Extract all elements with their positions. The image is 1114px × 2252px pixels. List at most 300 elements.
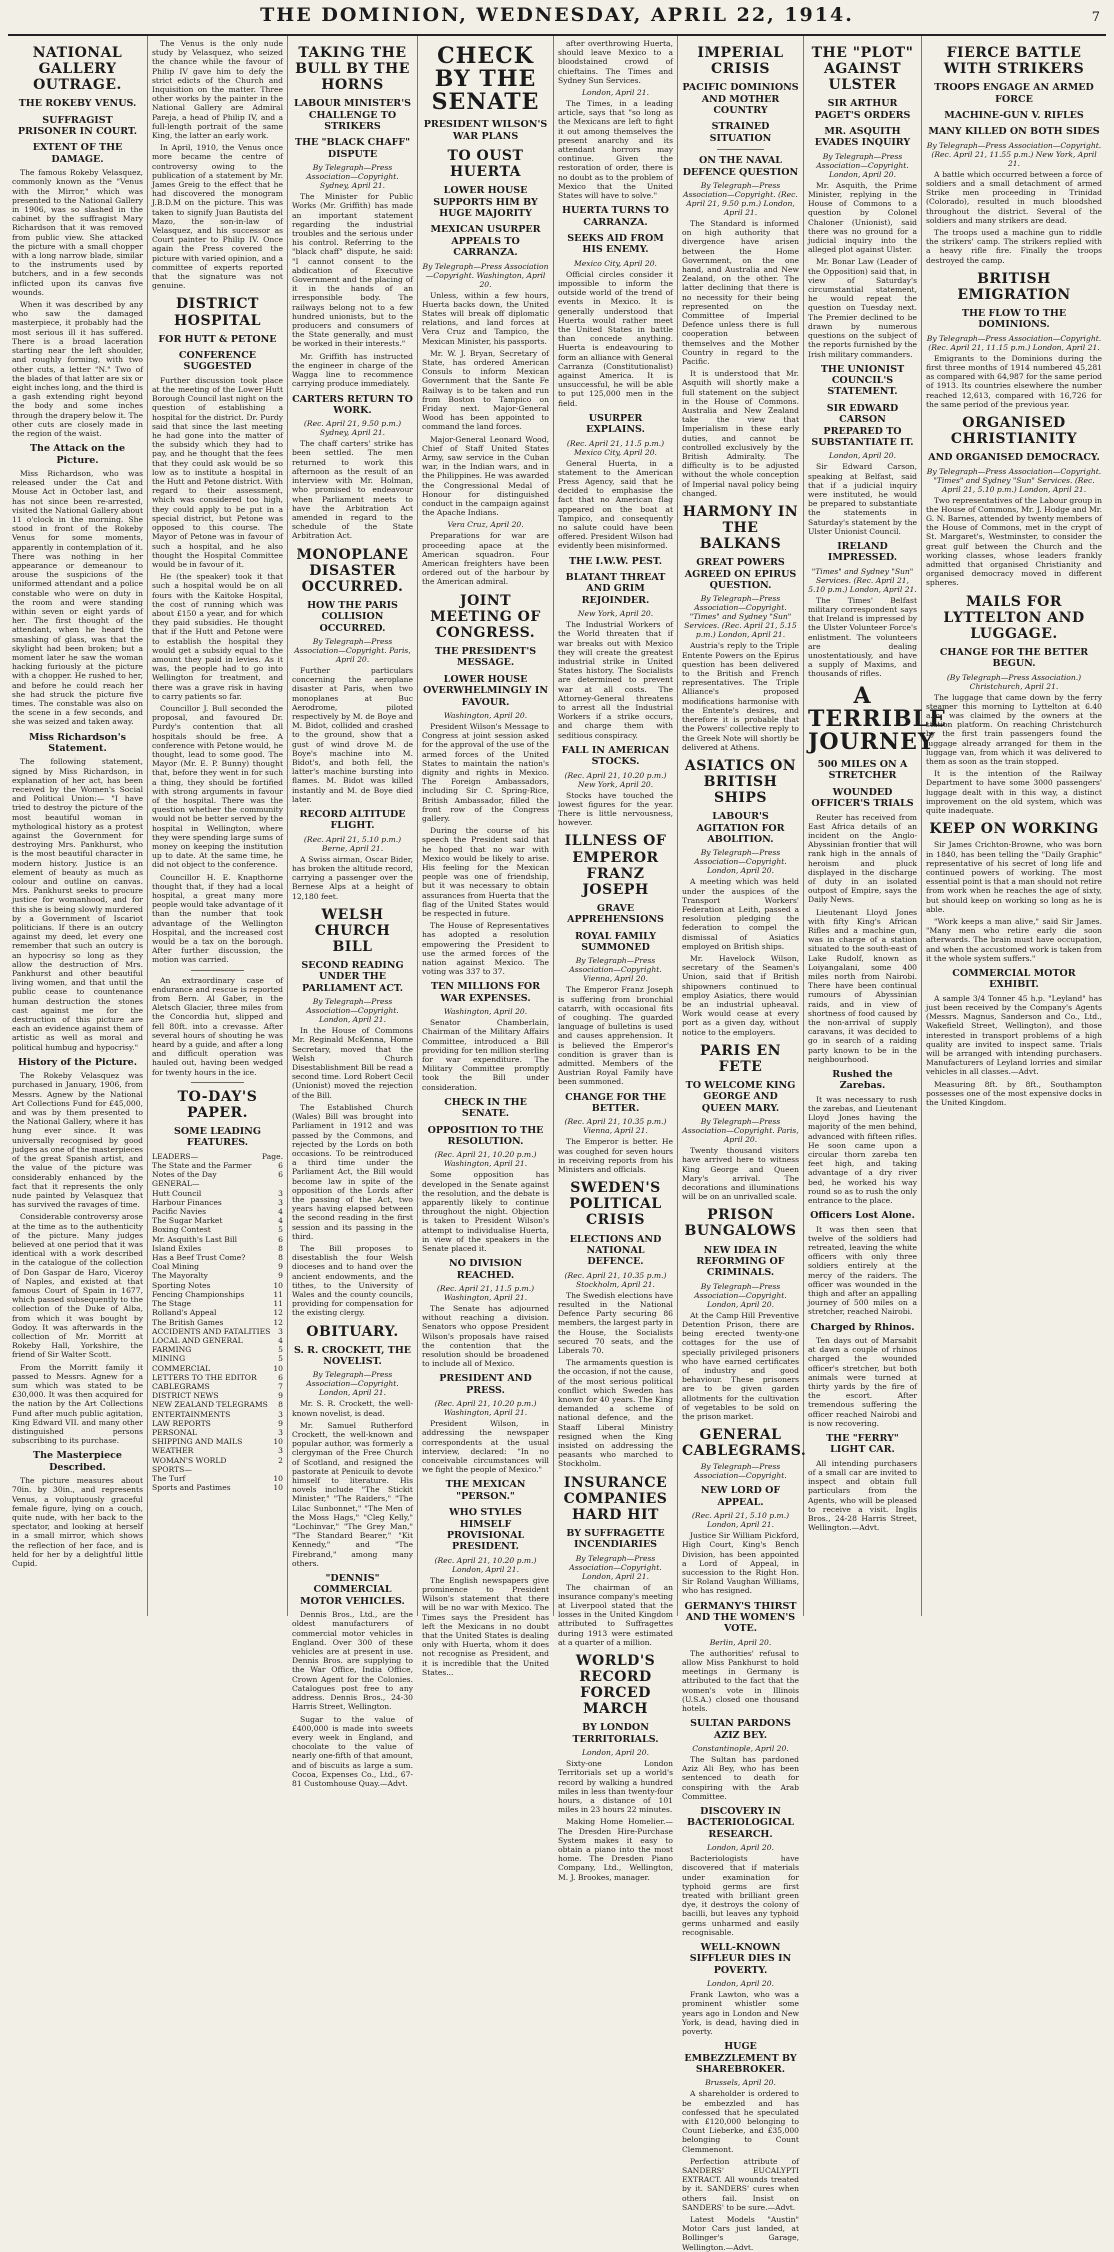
- contents-row: [152, 1364, 283, 1373]
- headline: TO-DAY'S PAPER.: [177, 1088, 258, 1121]
- dateline: (By Telegraph—Press Association.) Christchurch, April 21.: [946, 672, 1082, 691]
- article-paragraph: The House of Representatives has adopted a resolution empowering the President to use the armed forces of the nation against Mexico. The voting was 337 to 37.: [422, 921, 549, 977]
- contents-row: [152, 1391, 283, 1400]
- article-paragraph: A Swiss airman, Oscar Bider, has broken the altitude record, carrying a passenger over the Bernese Alps at a height of 12,180 feet.: [292, 854, 413, 901]
- contents-row: [152, 1345, 283, 1354]
- contents-page: 11: [273, 1289, 283, 1299]
- contents-label: Boxing Contest: [152, 1225, 211, 1235]
- contents-label: LOCAL AND GENERAL: [152, 1335, 243, 1345]
- headline-large: CHECK BY THE SENATE: [431, 43, 540, 116]
- contents-label: SPORTS—: [152, 1464, 192, 1474]
- subheadline: ON THE NAVAL DEFENCE QUESTION: [682, 155, 799, 178]
- dateline: "Times" and Sydney "Sun" Services. (Rec. April 21, 5.10 p.m.) London, April 21.: [808, 566, 917, 594]
- contents-row: [152, 1281, 283, 1290]
- article-paragraph: A shareholder is ordered to be embezzled and has confessed that he speculated with £120,000 belonging to Count Lieberke, and £35,000 belonging to Count Clemmenont.: [682, 2089, 799, 2154]
- contents-row: [152, 1456, 283, 1465]
- article-paragraph: Making Home Homelier.—The Dresden Hire-Purchase System makes it easy to obtain a piano into the most home. The Dresden Piano Company, Ltd., Wellington, M. J. Brookes, manager.: [558, 1817, 673, 1882]
- article-paragraph: Mr. Asquith, the Prime Minister, replying in the House of Commons to a question by Colonel Chaloner (Unionist), said there was no ground for a judicial inquiry into the alleged plot against Ulster.: [808, 180, 917, 255]
- contents-row: [152, 1373, 283, 1382]
- dateline: Berlin, April 20.: [709, 1637, 772, 1647]
- contents-row: [152, 1198, 283, 1207]
- subheadline: COMMERCIAL MOTOR EXHIBIT.: [952, 968, 1076, 991]
- contents-label: LEADERS—: [152, 1151, 199, 1161]
- article-paragraph: The Emperor Franz Joseph is suffering from bronchial catarrh, with occasional fits of coughing. The guarded language of bulletins is used and causes apprehension. It is believed the Emperor's condition is graver than is admitted. Members of the Austrian Royal Family have been summoned.: [558, 985, 673, 1087]
- article-paragraph: When it was described by any who saw the damaged masterpiece, it probably had the most serious ill it has suffered. There is a broad laceration starting near the left shoulder, and roughly forming, with two other cuts, a letter "N." Two of the blades of that latter are six or eight inches long, and the third is a gash extending right beyond the body and some inches through the drapery below it. The other cuts are closely made in the region of the waist.: [12, 300, 143, 438]
- article-paragraph: Mr. W. J. Bryan, Secretary of State, has ordered American Consuls to inform Mexican Government that the Sante Fe Railway is to be taken and run from Boston to Tampico on Friday next. Major-General Wood has been appointed to command the land forces.: [422, 348, 549, 432]
- contents-label: Hutt Council: [152, 1188, 202, 1198]
- dateline: New York, April 20.: [577, 609, 654, 619]
- dateline: By Telegraph—Press Association—Copyright. (Rec. April 21, 9.50 p.m.) London, April 21.: [683, 180, 798, 217]
- contents-row: [152, 1483, 283, 1492]
- dateline: London, April 20.: [707, 1979, 774, 1989]
- article-paragraph: General Huerta, in a statement to the American Press Agency, said that he decided to emphasise the fact that no American flag appeared on the boat at Tampico, and consequently no salute could have been offered. President Wilson had evidently been misinformed.: [558, 458, 673, 551]
- subheadline: TEN MILLIONS FOR WAR EXPENSES.: [430, 981, 541, 1004]
- article-paragraph: Further discussion took place at the meeting of the Lower Hutt Borough Council last night on the question of establishing a hospital for the district. Dr. Purdy said that since the last meeting he had gone into the matter of the subsidy which they had to pay, and he thought that the fees that they could ask would be so low as to institute a hospital in the Hutt and Petone district. With regard to their assessment, which was considered too high, they could apply to be put in a special district, but Petone was opposed to this course. The Mayor of Petone was in favour of such a hospital, and he also thought the Hospital Committee would be in favour of it.: [152, 375, 283, 569]
- contents-page: 5: [278, 1225, 283, 1235]
- dateline: (Rec. April 21, 10.20 p.m.) New York, April 20.: [564, 770, 667, 789]
- contents-page: 12: [273, 1317, 283, 1327]
- article-paragraph: The famous Rokeby Velasquez, commonly known as the "Venus with the Mirror," which was presented to the National Gallery in 1906, was so slashed in the cabinet by the suffragist Mary Richardson that it was removed from public view. She attacked the picture with a small chopper with a long narrow blade, similar to the instruments used by butchers, and in a few seconds inflicted upon its canvas five wounds.: [12, 168, 143, 297]
- contents-label: The Stage: [152, 1299, 191, 1309]
- dateline: (Rec. April 21, 10.20 p.m.) London, April 21.: [434, 1555, 537, 1574]
- contents-page: 5: [278, 1354, 283, 1364]
- contents-label: WOMAN'S WORLD: [152, 1455, 227, 1465]
- contents-row: [152, 1437, 283, 1446]
- headline: KEEP ON WORKING: [929, 821, 1099, 838]
- article-paragraph: All intending purchasers of a small car are invited to inspect and obtain full particulars from the Agents, who will be pleased to receive a visit. Inglis Bros., 24-28 Harris Street, Wellington.—Advt.: [808, 1458, 917, 1533]
- subheadline: OPPOSITION TO THE RESOLUTION.: [427, 1124, 544, 1147]
- headline: TO OUST HUERTA: [447, 148, 524, 181]
- subheadline: BY LONDON TERRITORIALS.: [572, 1722, 659, 1745]
- contents-row: [152, 1428, 283, 1437]
- headline: PARIS EN FETE: [699, 1042, 781, 1075]
- subheadline: WHO STYLES HIMSELF PROVISIONAL PRESIDENT.: [446, 1507, 525, 1553]
- subheadline: CHECK IN THE SENATE.: [444, 1096, 527, 1120]
- contents-page: 3: [278, 1446, 283, 1456]
- contents-label: Harbour Finances: [152, 1197, 222, 1207]
- dateline: London, April 21.: [582, 88, 649, 98]
- subheadline: TROOPS ENGAGE AN ARMED FORCE: [934, 82, 1094, 105]
- subheadline: DISCOVERY IN BACTERIOLOGICAL RESEARCH.: [686, 1805, 794, 1840]
- contents-page: 9: [278, 1391, 283, 1401]
- headline: WELSH CHURCH BILL: [314, 906, 391, 955]
- dateline: By Telegraph—Press Association—Copyright. London, April 20.: [816, 151, 909, 179]
- subheadline: MACHINE-GUN V. RIFLES: [944, 109, 1084, 121]
- contents-page: 6: [278, 1372, 283, 1382]
- contents-row: [152, 1410, 283, 1419]
- dateline: London, April 20.: [707, 1843, 774, 1853]
- contents-label: Island Exiles: [152, 1243, 202, 1253]
- article-paragraph: Mr. Havelock Wilson, secretary of the Seamen's Union, said that if British shipowners continued to employ Asiatics, there would be an industrial upheaval. Work would cease at every port as a given day, without notice to the employers.: [682, 953, 799, 1037]
- dateline: (Rec. April 21, 10.20 p.m.) Washington, April 21.: [434, 1150, 537, 1169]
- contents-page: 10: [273, 1483, 283, 1493]
- subheadline: RECORD ALTITUDE FLIGHT.: [299, 809, 406, 832]
- headline: FIERCE BATTLE WITH STRIKERS: [943, 45, 1085, 78]
- contents-row: [152, 1179, 283, 1188]
- subheadline: NO DIVISION REACHED.: [448, 1258, 523, 1281]
- contents-page: 2: [278, 1455, 283, 1465]
- dateline: By Telegraph—Press Association—Copyright. (Rec. April 21, 11.15 p.m.) London, April 21.: [926, 333, 1102, 352]
- article-paragraph: Official circles consider it impossible to inform the outside world of the trend of events in Mexico. It is generally understood that Huerta would rather meet the United States in battle than concede anything. Huerta is endeavouring to form an alliance with General Carranza (Constitutionalist) against America. It is unsuccessful, he will be able to put 125,000 men in the field.: [558, 269, 673, 408]
- subheadline: LOWER HOUSE SUPPORTS HIM BY HUGE MAJORITY: [433, 185, 538, 220]
- article-paragraph: Councillor H. E. Knapthorne thought that, if they had a local hospital, a great many more people would take advantage of it than the number that took advantage of the Wellington Hospital, and the increased cost would be a tax on the borough. After further discussion, the motion was carried.: [152, 872, 283, 965]
- subheadline: Officers Lost Alone.: [810, 1210, 915, 1222]
- contents-row: [152, 1465, 283, 1474]
- article-paragraph: Senator Chamberlain, Chairman of the Military Affairs Committee, introduced a Bill providing for ten million sterling for war expenditure. The Military Committee promptly took the Bill under consideration.: [422, 1018, 549, 1092]
- article-paragraph: Sir James Crichton-Browne, who was born in 1840, has been telling the "Daily Graphic" representative of his secret of long life and continued powers of working. The most essential point is that a man should not retire from work when he reaches the age of sixty, but should keep on working so long as he is able.: [926, 840, 1102, 914]
- contents-row: [152, 1308, 283, 1317]
- contents-label: COMMERCIAL: [152, 1363, 211, 1373]
- contents-label: Sports and Pastimes: [152, 1483, 231, 1493]
- dateline: (Rec. April 21, 11.5 p.m.) Mexico City, April 20.: [566, 438, 665, 457]
- article-paragraph: Sixty-one London Territorials set up a world's record by walking a hundred miles in less than twenty-four hours, a distance of 101 miles in 23 hours 22 minutes.: [558, 1759, 673, 1815]
- article-paragraph: An extraordinary case of endurance and rescue is reported from Bern. Al Gaber, in the Aletsch Glacier, three miles from the Concordia hut, slipped and fell 80ft. into a crevasse. After several hours of shouting he was heard by a guide, and after a long and difficult operation was hauled out, having been wedged for twenty hours in the ice.: [152, 975, 283, 1077]
- article-paragraph: A sample 3/4 Tonner 45 h.p. "Leyland" has just been received by the Company's Agents (Messrs. Magnus, Sanderson and Co., Ltd., Wakefield Street, Wellington), and those interested in transport problems of a high quality are invited to inspect same. Trials will be arranged with intending purchasers. Manufacturers of Leyland lorries and similar vehicles in all classes.—Advt.: [926, 993, 1102, 1077]
- subheadline: CONFERENCE SUGGESTED: [178, 350, 257, 373]
- subheadline: 500 MILES ON A STRETCHER: [817, 758, 908, 782]
- subheadline: WELL-KNOWN SIFFLEUR DIES IN POVERTY.: [689, 1941, 792, 1976]
- dateline: Brussels, April 20.: [705, 2078, 776, 2088]
- subheadline: Rushed the Zarebas.: [832, 1069, 893, 1092]
- section-divider: [717, 149, 764, 150]
- contents-page: 12: [273, 1308, 283, 1318]
- article-paragraph: The English newspapers give prominence to President Wilson's statement that there will be no war with Mexico. The Times says the President has left the Mexicans in no doubt that the United States is dealing only with Huerta, whom it does not recognise as President, and it is incredible that the United States...: [422, 1575, 549, 1677]
- subheadline: THE MEXICAN "PERSON.": [445, 1479, 526, 1502]
- article-paragraph: A meeting which was held under the auspices of the Transport Workers' Federation at Leith, passed a resolution pledging the federation to compel the dismissal of Asiatics employed on British ships.: [682, 877, 799, 951]
- contents-label: GENERAL—: [152, 1179, 200, 1189]
- headline: BRITISH EMIGRATION: [957, 270, 1071, 303]
- contents-label: ENTERTAINMENTS: [152, 1409, 231, 1419]
- contents-label: SHIPPING AND MAILS: [152, 1437, 243, 1447]
- contents-label: CABLEGRAMS: [152, 1381, 210, 1391]
- article-paragraph: Mr. S. R. Crockett, the well-known novelist, is dead.: [292, 1399, 413, 1418]
- contents-label: Coal Mining: [152, 1262, 200, 1272]
- subheadline: THE PRESIDENT'S MESSAGE.: [434, 645, 537, 669]
- subheadline: LABOUR'S AGITATION FOR ABOLITION.: [696, 811, 785, 845]
- contents-page: 3: [278, 1326, 283, 1336]
- article-paragraph: Latest Models "Austin" Motor Cars just landed, at Bollinger's Garage, Wellington.—Advt.: [682, 2214, 799, 2252]
- subheadline: HUERTA TURNS TO CARRANZA.: [562, 205, 669, 228]
- dateline: (Rec. April 21, 5.10 p.m.) London, April 21.: [691, 1511, 790, 1530]
- contents-label: Fencing Championships: [152, 1289, 245, 1299]
- subheadline: Charged by Rhinos.: [810, 1321, 915, 1333]
- contents-page: Page.: [261, 1151, 283, 1161]
- contents-page: 9: [278, 1271, 283, 1281]
- subheadline: LOWER HOUSE OVERWHELMINGLY IN FAVOUR.: [422, 673, 549, 708]
- article-paragraph: Considerable controversy arose at the time as to the authenticity of the picture. Many judges believed at one period that it was identical with a work described in the catalogue of the collection of Don Gaspar de Haro, Viceroy of Naples, and existed at that famous Court of Spain in 1677, which passed subsequently to the collection of the Duke of Alba, from which it was bought by Godoy. It was afterwards in the collection of Mr. Morritt at Rokeby Hall, Yorkshire, the friend of Sir Walter Scott.: [12, 1212, 143, 1360]
- contents-row: [152, 1336, 283, 1345]
- article-paragraph: From the Morritt family it passed to Messrs. Agnew for a sum which was stated to be £30,000. It was then acquired for the nation by the Art Collections Fund after much public agitation, King Edward VII. and many other distinguished persons subscribing to its purchase.: [12, 1362, 143, 1446]
- contents-row: [152, 1382, 283, 1391]
- article-paragraph: Sugar to the value of £400,000 is made into sweets every week in England, and chocolate to the value of nearly one-fifth of that amount, and of biscuits as large a sum. Cocoa, Expenses Co., Ltd., 67-81 Customhouse Quay.—Advt.: [292, 1714, 413, 1788]
- subheadline: THE ROKEBY VENUS.: [18, 98, 137, 110]
- subheadline: NEW IDEA IN REFORMING OF CRIMINALS.: [696, 1244, 785, 1279]
- subheadline: AND ORGANISED DEMOCRACY.: [928, 452, 1100, 464]
- masthead-title: THE DOMINION, WEDNESDAY, APRIL 22, 1914.: [260, 4, 854, 26]
- contents-row: [152, 1446, 283, 1455]
- headline: MAILS FOR LYTTELTON AND LUGGAGE.: [943, 593, 1085, 642]
- dateline: (Rec. April 21, 10.20 p.m.) Washington, April 21.: [434, 1399, 537, 1418]
- headline: OBITUARY.: [306, 1323, 399, 1340]
- contents-label: The British Games: [152, 1317, 224, 1327]
- headline: ORGANISED CHRISTIANITY: [950, 414, 1078, 448]
- article-paragraph: Bacteriologists have discovered that if materials under examination for typhoid germs are first treated with brilliant green dye, it destroys the colony of bacilli, but leaves any typhoid germs unharmed and easily recognisable.: [682, 1854, 799, 1937]
- subheadline: SECOND READING UNDER THE PARLIAMENT ACT.: [301, 960, 404, 994]
- article-paragraph: The chairman of an insurance company's meeting at Liverpool stated that the losses in the United Kingdom attributed to Suffragettes during 1913 were estimated at a quarter of a million.: [558, 1582, 673, 1647]
- article-paragraph: Miss Richardson, who was released under the Cat and Mouse Act in October last, and has not since been re-arrested, visited the National Gallery about 11 o'clock in the morning. She stood in front of the Rokeby Venus for some moments, apparently in contemplation of it. There was nothing in her appearance or demeanour to arouse the suspicions of the uniformed attendant and a police constable who were on duty in the room and were standing within seven or eight yards of her. The first thought of the attendant, when he heard the smashing of glass, was that the skylight had been broken; but a moment later he saw the woman hacking furiously at the picture with a chopper. He rushed to her, and before he could reach her she had struck the picture five times. The constable was also on the scene in a few seconds, and she was seized and taken away.: [12, 468, 143, 727]
- contents-row: [152, 1225, 283, 1234]
- dateline: By Telegraph—Press Association—Copyright. London, April 21.: [306, 997, 399, 1025]
- headline: PRISON BUNGALOWS: [684, 1207, 797, 1240]
- subheadline: CHANGE FOR THE BETTER BEGUN.: [939, 646, 1089, 670]
- article-paragraph: The troops used a machine gun to riddle the strikers' camp. The strikers replied with a heavy rifle fire. Finally the troops destroyed the camp.: [926, 227, 1102, 265]
- article-paragraph: The Times, in a leading article, says that "so long as the Mexicans are left to fight it out among themselves the present anarchy and its attendant horrors may continue. Given the restoration of order, there is no doubt as to the problem of Mexico that the United States will have to solve.": [558, 99, 673, 201]
- dateline: London, April 20.: [829, 451, 896, 461]
- contents-page: 6: [278, 1161, 283, 1171]
- subheadline: STRAINED SITUATION: [709, 121, 772, 144]
- subheadline: CARTERS RETURN TO WORK.: [292, 393, 413, 416]
- dateline: By Telegraph—Press Association—Copyright. "Times" and Sydney "Sun" Services. (Rec. April 21, 5.10 p.m.) London, April 21.: [926, 466, 1102, 494]
- contents-label: LAW REPORTS: [152, 1418, 211, 1428]
- article-paragraph: It was then seen that twelve of the soldiers had retreated, leaving the white officers with only three soldiers entirely at the mercy of the raiders. The officer was wounded in the thigh and after an appalling journey of 500 miles on a stretcher, reached Nairobi.: [808, 1224, 917, 1317]
- column-5: [554, 36, 678, 1882]
- contents-label: DISTRICT NEWS: [152, 1391, 219, 1401]
- contents-row: [152, 1189, 283, 1198]
- contents-label: ACCIDENTS AND FATALITIES: [152, 1326, 271, 1336]
- article-paragraph: Twenty thousand visitors have arrived here to witness King George and Queen Mary's arrival. The decorations and illuminations will be on an unrivalled scale.: [682, 1146, 799, 1202]
- article-paragraph: He (the speaker) took it that such a hospital would be on all fours with the Kaitoke Hospital, the cost of running which was about £150 a year, and for which they paid subsidies. He thought that if the Hutt and Petone were to establish the hospital they would get a subsidy equal to the amount they paid in levies. As it was, the people had to go into Wellington for treatment, and there was a grave risk in having to carry patients so far.: [152, 572, 283, 701]
- article-paragraph: The picture measures about 70in. by 30in., and represents Venus, a voluptuously graceful female figure, lying on a couch, quite nude, with her back to the spectator, and looking at herself in a small mirror, which shows the reflection of her face, and is held for her by a delightful little Cupid.: [12, 1476, 143, 1568]
- article-paragraph: The armaments question is the occasion, if not the cause, of the most serious political conflict which Sweden has known for 40 years. The King demanded a scheme of national defence, and the Staaff Liberal Ministry resigned when the King insisted on addressing the peasants who marched to Stockholm.: [558, 1358, 673, 1469]
- subheadline: CHANGE FOR THE BETTER.: [565, 1091, 666, 1115]
- article-paragraph: The authorities' refusal to allow Miss Pankhurst to hold meetings in Germany is attributed to the fact that the women's vote in Illinois (U.S.A.) closed one thousand hotels.: [682, 1648, 799, 1713]
- article-paragraph: It was necessary to rush the zarebas, and Lieutenant Lloyd Jones having the majority of the men behind, advanced with fifteen rifles. He soon came upon a circular thorn zareba ten feet high, and taking advantage of a dry river bed, he worked his way round so as to rush the only entrance to the place.: [808, 1094, 917, 1206]
- headline: ILLNESS OF EMPEROR FRANZ JOSEPH: [564, 833, 667, 898]
- contents-row: [152, 1400, 283, 1409]
- column-2: [148, 36, 288, 1616]
- subheadline: Miss Richardson's Statement.: [29, 731, 126, 754]
- subheadline: THE "BLACK CHAFF" DISPUTE: [294, 137, 411, 160]
- article-paragraph: The Swedish elections have resulted in the National Defence Party securing 86 members, the largest party in the House, the Socialists secured 70 seats, and the Liberals 70.: [558, 1290, 673, 1355]
- contents-label: MINING: [152, 1354, 186, 1364]
- subheadline: The Attack on the Picture.: [29, 443, 126, 466]
- column-7: [804, 36, 947, 1616]
- contents-page: 10: [273, 1437, 283, 1447]
- dateline: By Telegraph—Press Association—Copyright. Paris, April 20.: [294, 636, 411, 664]
- contents-row: [152, 1474, 283, 1483]
- contents-label: The Turf: [152, 1473, 186, 1483]
- subheadline: NEW LORD OF APPEAL.: [700, 1485, 781, 1508]
- headline: GENERAL CABLEGRAMS.: [682, 1427, 807, 1460]
- article-paragraph: Measuring 8ft. by 8ft., Southampton possesses one of the most expensive docks in the United Kingdom.: [926, 1079, 1102, 1108]
- article-paragraph: Emigrants to the Dominions during the first three months of 1914 numbered 45,281 as compared with 64,987 for the same period of 1913. Its countries elsewhere the number reached 12,613, compared with 16,726 for the same period of the previous year.: [926, 353, 1102, 409]
- page-number: 7: [1091, 10, 1100, 25]
- article-paragraph: Dennis Bros., Ltd., are the oldest manufacturers of commercial motor vehicles in England. Over 300 of these vehicles are at present in use. Dennis Bros. are supplying to the War Office, India Office, Crown Agent for the Colonies. Catalogues post free to any address. Dennis Bros., 24-30 Harris Street, Wellington.: [292, 1610, 413, 1712]
- article-paragraph: Mr. Bonar Law (Leader of the Opposition) said that, in view of Saturday's circumstantial statement, he would repeat the question on Tuesday next. The Premier declined to be drawn by numerous questions on the subject of the reports furnished by the Irish military commanders.: [808, 257, 917, 359]
- contents-page: 3: [278, 1188, 283, 1198]
- dateline: By Telegraph—Press Association—Copyright.: [694, 1462, 787, 1481]
- contents-page: 9: [278, 1262, 283, 1272]
- article-paragraph: The Rokeby Velasquez was purchased in January, 1906, from Messrs. Agnew by the National Art Collections Fund for £45,000, and was by them presented to the National Gallery, where it has hung ever since. It was universally recognised by good judges as one of the masterpieces of the great Spanish artist, and the value of the picture was considerably enhanced by the fact that it represents the only nude painted by Velasquez that has survived the ravages of time.: [12, 1071, 143, 1210]
- article-paragraph: Perfection attribute of SANDERS' EUCALYPTI EXTRACT. All wounds treated by it. SANDERS' cures when others fail. Insist on SANDERS' to be sure.—Advt.: [682, 2156, 799, 2212]
- contents-label: LETTERS TO THE EDITOR: [152, 1372, 257, 1382]
- contents-row: [152, 1354, 283, 1363]
- column-8: [922, 36, 1106, 1616]
- article-paragraph: The Times' Belfast military correspondent says that Ireland is impressed by the Ulster Volunteer Force's enlistment. The volunteers are dealing unostentatiously, and have a supply of Maxims, and thousands of rifles.: [808, 595, 917, 679]
- dateline: By Telegraph—Press Association—Copyright. London, April 21.: [569, 1553, 662, 1581]
- contents-page: 10: [273, 1473, 283, 1483]
- contents-label: Pacific Navies: [152, 1207, 206, 1217]
- article-paragraph: A battle which occurred between a force of soldiers and a small detachment of armed Strike men proceeding in Trinidad (Colorado), resulted in much bloodshed throughout the district. Several of the soldiers and many strikers are dead.: [926, 169, 1102, 225]
- headline-large: A TERRIBLE JOURNEY: [808, 682, 947, 755]
- subheadline: GREAT POWERS AGREED ON EPIRUS QUESTION.: [684, 557, 797, 592]
- article-paragraph: In the House of Commons Mr. Reginald McKenna, Home Secretary, moved that the Welsh Church Disestablishment Bill be read a second time. Lord Robert Cecil (Unionist) moved the rejection of the Bill.: [292, 1026, 413, 1100]
- article-paragraph: Mr. Samuel Rutherford Crockett, the well-known and popular author, was formerly a clergyman of the Free Church of Scotland, and resigned the pastorate at Penicuik to devote himself to literature. His novels include "The Stickit Minister," "The Raiders," "The Lilac Sunbonnet," "The Men of the Moss Hags," "Cleg Kelly," "Lochinvar," "The Grey Man," "The Standard Bearer," "Kit Kennedy," and "The Firebrand," among many others.: [292, 1420, 413, 1568]
- article-paragraph: The Sultan has pardoned Aziz Ali Bey, who has been sentenced to death for conspiring with the Arab Committee.: [682, 1754, 799, 1801]
- dateline: Vera Cruz, April 20.: [447, 520, 524, 530]
- subheadline: MEXICAN USURPER APPEALS TO CARRANZA.: [430, 224, 541, 259]
- article-paragraph: President Wilson's Message to Congress at joint session asked for the approval of the use of the armed forces of the United States to maintain the nation's dignity and rights in Mexico. The Foreign Ambassadors, including Sir C. Spring-Rice, British Ambassador, filled the front row of the Congress gallery.: [422, 721, 549, 823]
- contents-label: Has a Beef Trust Come?: [152, 1253, 246, 1263]
- subheadline: BLATANT THREAT AND GRIM REJOINDER.: [565, 572, 666, 606]
- contents-label: The State and the Farmer: [152, 1161, 252, 1171]
- subheadline: ROYAL FAMILY SUMMONED: [574, 930, 657, 954]
- contents-label: The Sugar Market: [152, 1216, 223, 1226]
- column-6: [678, 36, 807, 2252]
- dateline: By Telegraph—Press Association—Copyright. London, April 20.: [694, 1281, 787, 1309]
- article-paragraph: Preparations for war are proceeding apace at the American squadron. Four American freighters have been ordered out of the harbour by the American admiral.: [422, 531, 549, 587]
- contents-row: [152, 1244, 283, 1253]
- contents-page: 4: [278, 1216, 283, 1226]
- article-paragraph: President Wilson, in addressing the newspaper correspondents at the usual interview, declared: "In no conceivable circumstances will we fight the people of Mexico.": [422, 1419, 549, 1475]
- dateline: (Rec. April 21, 11.5 p.m.) Washington, April 21.: [436, 1283, 535, 1302]
- dateline: By Telegraph—Press Association—Copyright. Paris, April 20.: [682, 1117, 799, 1145]
- article-paragraph: Sir Edward Carson, speaking at Belfast, said that if a judicial inquiry were instituted, he would be prepared to substantiate the statements in Saturday's statement by the Ulster Unionist Council.: [808, 462, 917, 536]
- headline: TAKING THE BULL BY THE HORNS: [295, 45, 410, 94]
- contents-page: 5: [278, 1345, 283, 1355]
- contents-row: [152, 1235, 283, 1244]
- column-3: [288, 36, 418, 1788]
- contents-label: Mr. Asquith's Last Bill: [152, 1234, 238, 1244]
- headline: ASIATICS ON BRITISH SHIPS: [684, 757, 797, 807]
- headline: NATIONAL GALLERY OUTRAGE.: [32, 45, 123, 94]
- subheadline: PACIFIC DOMINIONS AND MOTHER COUNTRY: [682, 82, 799, 116]
- contents-label: NEW ZEALAND TELEGRAMS: [152, 1400, 268, 1410]
- dateline: By Telegraph—Press Association—Copyright. Vienna, April 20.: [569, 956, 662, 984]
- contents-row: [152, 1262, 283, 1271]
- contents-label: PERSONAL: [152, 1427, 197, 1437]
- article-paragraph: Two representatives of the Labour group in the House of Commons, Mr. J. Hodge and Mr. G. N. Barnes, attended by twenty members of the House of Commons, met in the crypt of St. Margaret's, Westminster, to consider the great gulf between the Church and the working classes, whose leaders frankly admitted that organised Christianity and organised democracy moved in different spheres.: [926, 495, 1102, 588]
- subheadline: THE FLOW TO THE DOMINIONS.: [961, 307, 1067, 331]
- headline: THE "PLOT" AGAINST ULSTER: [811, 45, 914, 94]
- contents-page: 9: [278, 1418, 283, 1428]
- subheadline: SEEKS AID FROM HIS ENEMY.: [567, 233, 664, 256]
- contents-page: 8: [278, 1400, 283, 1410]
- contents-page: 4: [278, 1335, 283, 1345]
- article-paragraph: The Minister for Public Works (Mr. Griffith) has made an important statement regarding the industrial troubles and the serious under his control. Referring to the "black chaff" dispute, he said: "I cannot consent to the abdication of Executive Government and the placing of it in the hands of an irresponsible body. The railways belong not to a few hundred unionists, but to the producers and consumers of the State generally, and must be worked in their interests.": [292, 192, 413, 349]
- subheadline: THE I.W.W. PEST.: [568, 555, 663, 567]
- subheadline: SULTAN PARDONS AZIZ BEY.: [690, 1718, 791, 1741]
- subheadline: FOR HUTT & PETONE: [158, 333, 277, 345]
- headline: INSURANCE COMPANIES HARD HIT: [563, 1474, 668, 1523]
- article-paragraph: Frank Lawton, who was a prominent whistler some years ago in London and New York, is dead, having died in poverty.: [682, 1990, 799, 2036]
- subheadline: PRESIDENT WILSON'S WAR PLANS: [423, 119, 548, 142]
- contents-label: Sporting Notes: [152, 1280, 211, 1290]
- contents-page: [279, 1179, 283, 1188]
- contents-label: The Mayoralty: [152, 1271, 208, 1281]
- subheadline: "DENNIS" COMMERCIAL MOTOR VEHICLES.: [300, 1573, 405, 1607]
- subheadline: LABOUR MINISTER'S CHALLENGE TO STRIKERS: [294, 98, 411, 133]
- dateline: (Rec. April 21, 5.10 p.m.) Berne, April 21.: [303, 834, 402, 853]
- subheadline: PRESIDENT AND PRESS.: [439, 1373, 532, 1396]
- subheadline: MANY KILLED ON BOTH SIDES: [928, 126, 1100, 138]
- section-divider: [191, 1082, 243, 1083]
- contents-page: 3: [278, 1427, 283, 1437]
- headline: WORLD'S RECORD FORCED MARCH: [575, 1653, 656, 1718]
- contents-page: 3: [278, 1197, 283, 1207]
- article-paragraph: Lieutenant Lloyd Jones with fifty King's African Rifles and a machine gun, was in charge of a station situated to the south-east of Lake Rudolf, known as Loiyangalani, some 400 miles north from Nairobi. There have been continual rumours of Abyssinian raids, and in view of shortness of food caused by the non-arrival of supply caravans, it was decided to go in search of a raiding party known to be in the neighbourhood.: [808, 907, 917, 1064]
- article-paragraph: It is the intention of the Railway Department to have some 3000 passengers' luggage dealt with in this way, a distinct improvement on the old system, which was quite inadequate.: [926, 769, 1102, 816]
- article-paragraph: The luggage that came down by the ferry steamer this morning to Lyttelton at 6.40 a.m. was claimed by the owners at the station platform. On reaching Christchurch by the first train passengers found the luggage already arranged for them in the luggage van, from which it was delivered to them as soon as the train stopped.: [926, 692, 1102, 767]
- contents-row: [152, 1207, 283, 1216]
- dateline: (Rec. April 21, 9.50 p.m.) Sydney, April 21.: [303, 419, 402, 438]
- headline: DISTRICT HOSPITAL: [174, 296, 261, 329]
- article-paragraph: At the Camp Hill Preventive Detention Prison, there are being erected twenty-one cottages for the use of specially privileged prisoners who have earned certificates of industry and good behaviour. These prisoners are to be given garden allotments for the cultivation of vegetables to be sold on the prison market.: [682, 1310, 799, 1421]
- article-paragraph: The Emperor is better. He was coughed for seven hours in receiving reports from his Ministers and officials.: [558, 1137, 673, 1175]
- article-paragraph: The Senate has adjourned without reaching a division. Senators who oppose President Wilson's proposals have raised the contention that the resolution should be broadened to include all of Mexico.: [422, 1303, 549, 1369]
- contents-page: 6: [278, 1170, 283, 1180]
- subheadline: S. R. CROCKETT, THE NOVELIST.: [293, 1344, 412, 1368]
- article-paragraph: Mr. Griffith has instructed the engineer in charge of the Wagga line to recommence carrying produce immediately.: [292, 351, 413, 389]
- headline: JOINT MEETING OF CONGRESS.: [430, 592, 541, 641]
- masthead: [8, 4, 1106, 36]
- contents-page: 4: [278, 1207, 283, 1217]
- subheadline: The Masterpiece Described.: [33, 1450, 122, 1473]
- subheadline: WOUNDED OFFICER'S TRIALS: [811, 786, 914, 810]
- headline: MONOPLANE DISASTER OCCURRED.: [296, 546, 409, 595]
- article-paragraph: Some opposition has developed in the Senate against the resolution, and the debate is apparently likely to continue throughout the night. Objection is taken to President Wilson's attempt to individualise Huerta, in view of the speakers in the Senate placed it.: [422, 1170, 549, 1253]
- headline: IMPERIAL CRISIS: [697, 45, 784, 78]
- contents-row: [152, 1253, 283, 1262]
- article-paragraph: Unless, within a few hours, Huerta backs down, the United States will break off diplomatic relations, and land forces at Vera Cruz and Tampico, the Mexican Minister, his passports.: [422, 290, 549, 346]
- contents-row: [152, 1152, 283, 1161]
- article-paragraph: During the course of his speech the President said that he hoped that no war with Mexico would be likely to arise. His feeling for the Mexican people was one of friendship, but it was necessary to obtain assurances from Huerta that the flag of the United States would be respected in future.: [422, 826, 549, 918]
- contents-page: 7: [278, 1381, 283, 1391]
- contents-label: Notes of the Day: [152, 1170, 217, 1180]
- headline: HARMONY IN THE BALKANS: [682, 504, 799, 553]
- subheadline: EXTENT OF THE DAMAGE.: [32, 142, 123, 165]
- dateline: By Telegraph—Press Association—Copyright. Washington, April 20.: [422, 261, 549, 289]
- contents-page: 3: [278, 1409, 283, 1419]
- subheadline: TO WELCOME KING GEORGE AND QUEEN MARY.: [685, 1080, 796, 1114]
- article-paragraph: The chaff carters' strike has been settled. The men returned to work this afternoon as the result of an interview with Mr. Holman, who promised to endeavour when Parliament meets to have the Arbitration Act amended in regard to the schedule of the State Arbitration Act.: [292, 439, 413, 541]
- contents-page: 10: [273, 1280, 283, 1290]
- contents-row: [152, 1290, 283, 1299]
- contents-page: 10: [273, 1363, 283, 1373]
- dateline: (Rec. April 21, 10.35 p.m.) Vienna, April 21.: [564, 1117, 667, 1136]
- dateline: By Telegraph—Press Association—Copyright. "Times" and Sydney "Sun" Services. (Rec. April 21, 5.15 p.m.) London, April 21.: [684, 594, 797, 640]
- article-paragraph: The Industrial Workers of the World threaten that if war breaks out with Mexico they will create the greatest industrial strike in United States history. The Socialists are determined to prevent war at all costs. The Attorney-General threatens to arrest all the Industrial Workers if a strike occurs, and charge them with seditious conspiracy.: [558, 620, 673, 740]
- column-4: [418, 36, 554, 1677]
- contents-row: [152, 1216, 283, 1225]
- article-paragraph: after overthrowing Huerta, should leave Mexico to a bloodstained crowd of chieftains. The Times and Sydney Sun Services.: [558, 39, 673, 85]
- article-paragraph: The Standard is informed on high authority that divergence have arisen between the Home Government, on the one hand, and Australia and New Zealand, on the other. The latter declining that there is no necessity for their being represented on the Committee of Imperial Defence unless there is full cooperation between themselves and the Mother Country in regard to the Pacific.: [682, 218, 799, 366]
- contents-row: [152, 1161, 283, 1170]
- column-1: [8, 36, 148, 1616]
- article-paragraph: The Bill proposes to disestablish the four Welsh dioceses and to hand over the ancient endowments, and the tithes, to the University of Wales and the county councils, providing for compensation for the existing clergy.: [292, 1243, 413, 1318]
- subheadline: SIR EDWARD CARSON PREPARED TO SUBSTANTIATE IT.: [811, 402, 914, 449]
- article-paragraph: Further particulars concerning the aeroplane disaster at Paris, when two monoplanes at Buc Aerodrome, piloted respectively by M. de Boye and M. Bidot, collided and crashed to the ground, show that a gust of wind drove M. de Boye's machine into M. Bidot's, and both fell, the latter's machine bursting into flames. M. Bidot was killed instantly and M. de Boye died later.: [292, 665, 413, 804]
